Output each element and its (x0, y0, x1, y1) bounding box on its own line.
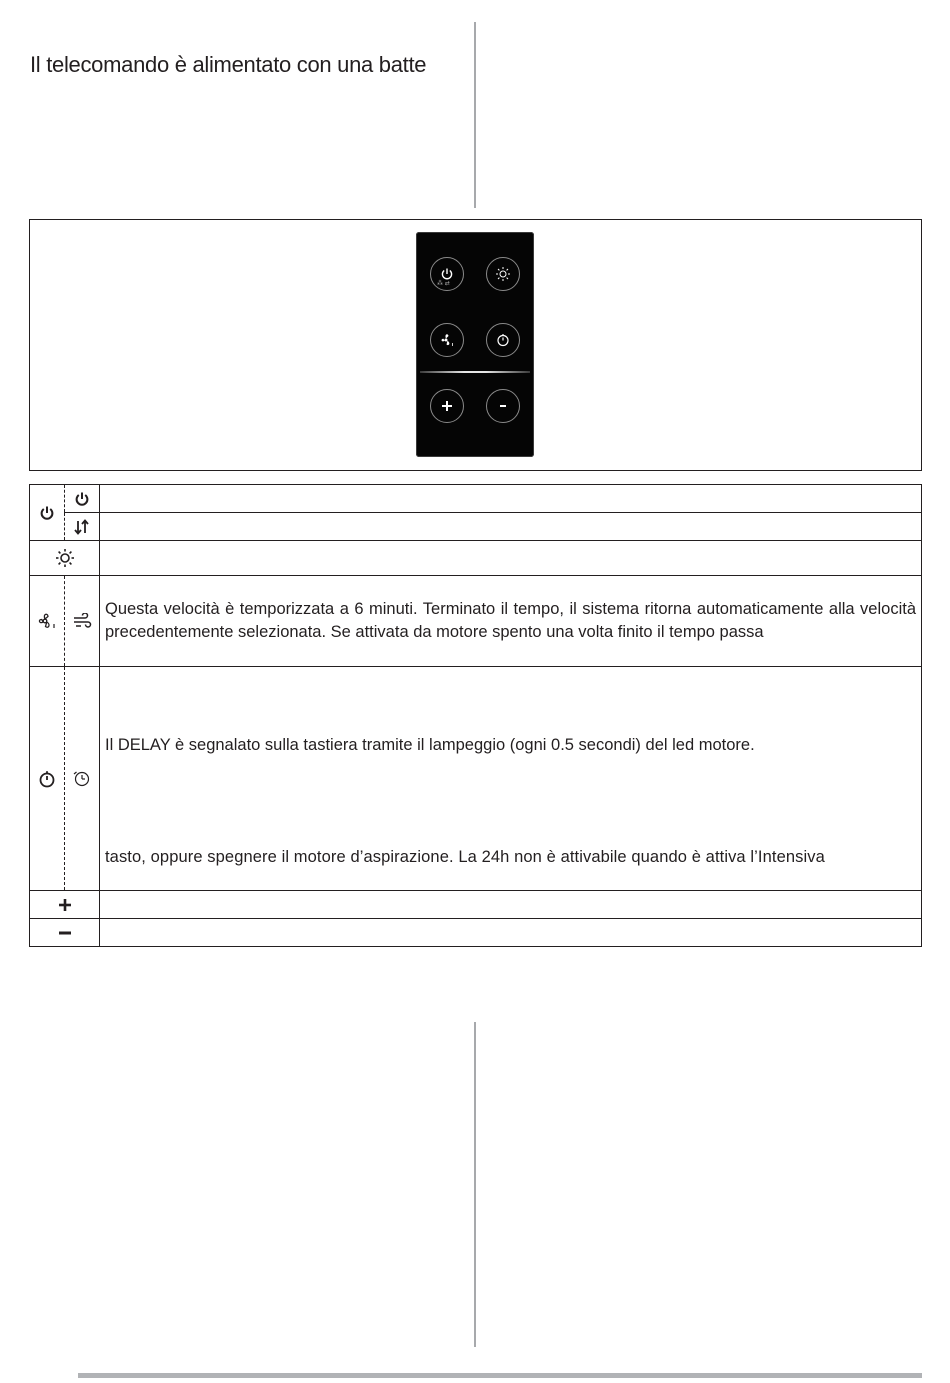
table-row-power-onoff (30, 485, 922, 513)
description-direction (100, 513, 922, 541)
remote-power-button[interactable] (430, 257, 464, 291)
air-flow-icon (72, 613, 92, 629)
table-row-delay (30, 667, 922, 891)
remote-power-subicons: ⁂ ⇄ (437, 280, 450, 287)
light-icon (55, 548, 75, 568)
fan-key-cell (30, 576, 65, 667)
timer-key-cell (30, 667, 65, 891)
description-power (100, 485, 922, 513)
table-row-intensive (30, 576, 922, 667)
minus-key-cell (30, 919, 100, 947)
intro-text: Il telecomando è alimentato con una batte (30, 52, 427, 77)
legend-table (29, 484, 922, 947)
power-icon (39, 505, 55, 521)
description-intensive: Questa velocità è temporizzata a 6 minuti. Terminato il tempo, il sistema ritorna automaticamente alla velocità precedentemente selezionata. Se attivata da motore spento una volta finito il tempo passa (100, 576, 922, 667)
timer-icon (38, 770, 56, 788)
airflow-key-cell (65, 576, 100, 667)
description-light (100, 541, 922, 576)
power-key-cell (30, 485, 65, 541)
fan-intensive-icon (37, 612, 57, 630)
plus-key-cell (30, 891, 100, 919)
power-icon (440, 267, 454, 281)
fan-intensive-icon (439, 332, 455, 348)
minus-icon (496, 399, 510, 413)
column-divider-bottom (474, 1022, 476, 1347)
swap-arrows-icon (73, 519, 91, 535)
footer-bar (78, 1373, 922, 1378)
plus-icon (440, 399, 454, 413)
table-row-minus (30, 919, 922, 947)
remote-timer-button[interactable] (486, 323, 520, 357)
clock-icon (73, 770, 91, 788)
remote-fan-button[interactable] (430, 323, 464, 357)
plus-icon (57, 897, 73, 913)
clock-key-cell (65, 667, 100, 891)
remote-plus-button[interactable] (430, 389, 464, 423)
light-key-cell (30, 541, 100, 576)
delay-text-line-2: tasto, oppure spegnere il motore d’aspirazione. La 24h non è attivabile quando è attiva l’Intensiva (105, 848, 825, 866)
description-delay (100, 667, 922, 891)
description-plus (100, 891, 922, 919)
description-minus (100, 919, 922, 947)
remote-minus-button[interactable] (486, 389, 520, 423)
table-row-plus (30, 891, 922, 919)
remote-control (416, 232, 534, 457)
delay-text-line-1: Il DELAY è segnalato sulla tastiera tramite il lampeggio (ogni 0.5 secondi) del led motore. (105, 736, 755, 754)
column-divider-top (474, 22, 476, 208)
timer-icon (496, 333, 510, 347)
table-row-power-direction (30, 513, 922, 541)
swap-sub-cell (65, 513, 100, 541)
power-sub-cell (65, 485, 100, 513)
remote-divider (420, 371, 530, 373)
remote-figure (29, 219, 922, 471)
remote-light-button[interactable] (486, 257, 520, 291)
table-row-light (30, 541, 922, 576)
light-icon (495, 266, 511, 282)
power-icon (74, 491, 90, 507)
minus-icon (57, 925, 73, 941)
